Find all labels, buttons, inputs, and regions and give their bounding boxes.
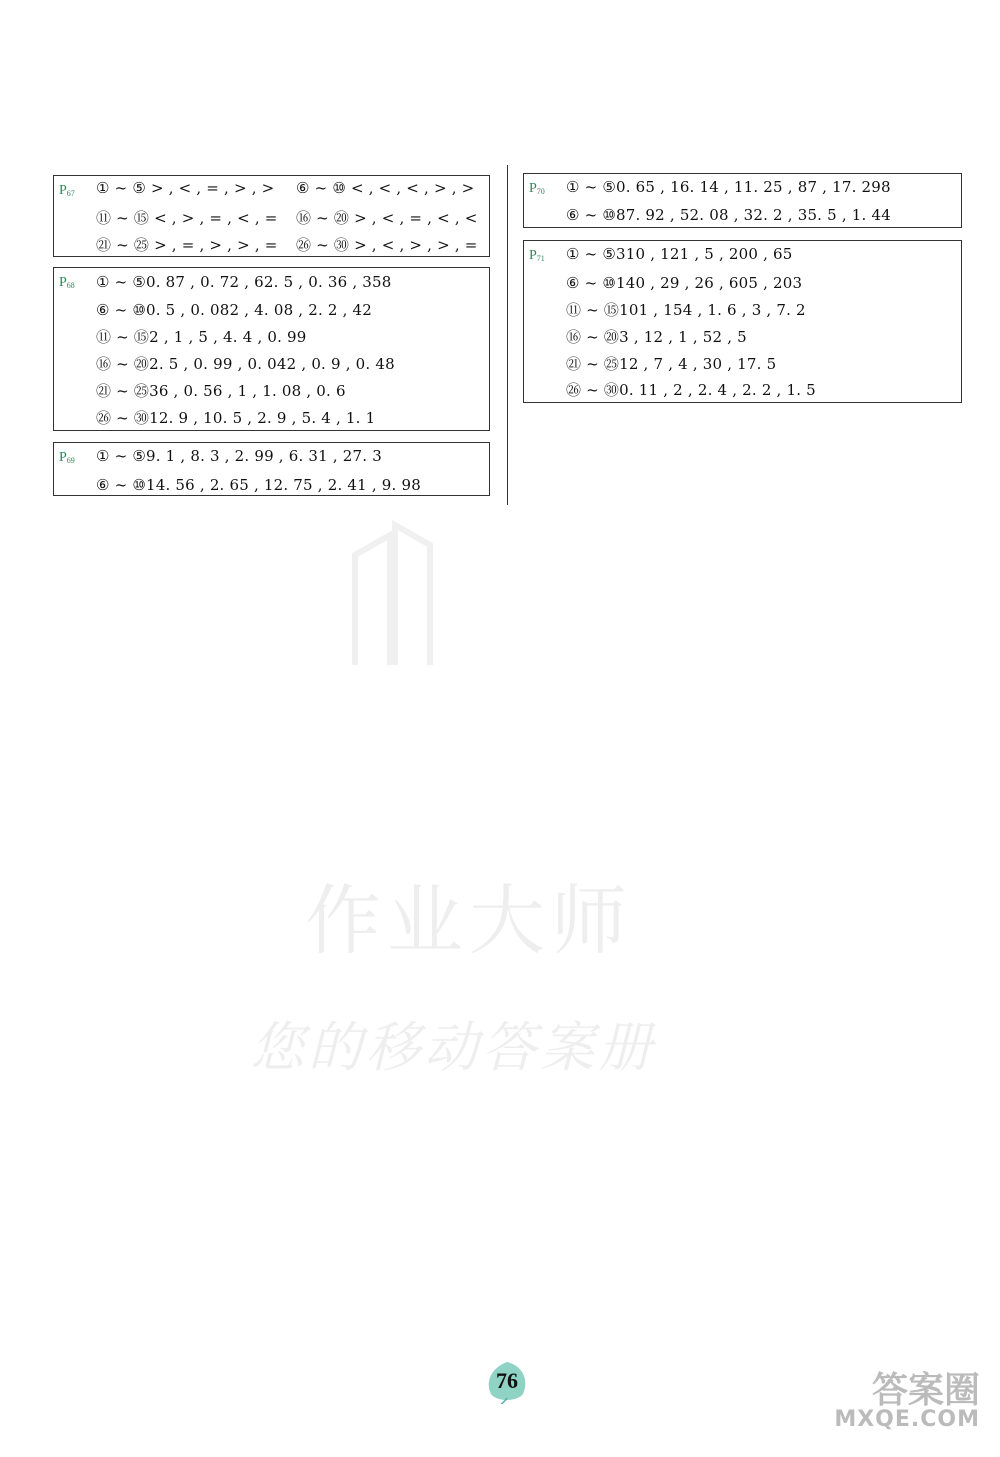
answer-line: ㉑ ~ ㉕36 , 0. 56 , 1 , 1. 08 , 0. 6 — [96, 382, 346, 400]
page-label-p67: $P_{67}$ — [59, 183, 75, 198]
page-label-p69: $P_{69}$ — [59, 450, 75, 465]
answer-line: ⑪ ~ ⑮101 , 154 , 1. 6 , 3 , 7. 2 — [566, 301, 806, 319]
watermark-title: 作业大师 — [305, 876, 633, 965]
answer-line: ⑯ ~ ⑳ > , < , = , < , < — [296, 209, 478, 227]
answer-line: ① ~ ⑤310 , 121 , 5 , 200 , 65 — [566, 245, 793, 263]
answer-line: ㉖ ~ ㉚0. 11 , 2 , 2. 4 , 2. 2 , 1. 5 — [566, 381, 816, 399]
answer-line: ⑪ ~ ⑮2 , 1 , 5 , 4. 4 , 0. 99 — [96, 328, 307, 346]
answer-line: ⑥ ~ ⑩14. 56 , 2. 65 , 12. 75 , 2. 41 , 9. 98 — [96, 476, 421, 494]
answer-box-p68 — [53, 267, 490, 431]
column-divider — [507, 165, 508, 505]
watermark-subtitle: 您的移动答案册 — [250, 1016, 656, 1079]
site-logo-domain: MXQE.COM — [834, 1407, 980, 1432]
answer-box-p67 — [53, 175, 490, 257]
answer-line: ⑥ ~ ⑩87. 92 , 52. 08 , 32. 2 , 35. 5 , 1. 44 — [566, 206, 891, 224]
watermark-logo-icon — [335, 515, 445, 675]
answer-line: ㉖ ~ ㉚12. 9 , 10. 5 , 2. 9 , 5. 4 , 1. 1 — [96, 409, 376, 427]
page-label-p71: $P_{71}$ — [529, 248, 545, 263]
answer-box-p70 — [523, 173, 962, 228]
page-number-text: 76 — [496, 1368, 518, 1393]
answer-line: ㉖ ~ ㉚ > , < , > , > , = — [296, 236, 478, 254]
answer-line: ㉑ ~ ㉕ > , = , > , > , = — [96, 236, 278, 254]
answer-line: ① ~ ⑤0. 87 , 0. 72 , 62. 5 , 0. 36 , 358 — [96, 273, 392, 291]
answer-line: ⑯ ~ ⑳2. 5 , 0. 99 , 0. 042 , 0. 9 , 0. 48 — [96, 355, 395, 373]
answer-line: ⑥ ~ ⑩0. 5 , 0. 082 , 4. 08 , 2. 2 , 42 — [96, 301, 373, 319]
answer-box-p71 — [523, 240, 962, 403]
answer-line: ⑪ ~ ⑮ < , > , = , < , = — [96, 209, 278, 227]
answer-line: ㉑ ~ ㉕12 , 7 , 4 , 30 , 17. 5 — [566, 355, 777, 373]
answer-line: ⑥ ~ ⑩ < , < , < , > , > — [296, 179, 475, 197]
site-logo-title: 答案圈 — [871, 1370, 980, 1411]
page-label-p68: $P_{68}$ — [59, 275, 75, 290]
page-label-p70: $P_{70}$ — [529, 181, 545, 196]
answer-line: ⑯ ~ ⑳3 , 12 , 1 , 52 , 5 — [566, 328, 747, 346]
answer-box-p69 — [53, 442, 490, 496]
site-logo — [830, 1362, 990, 1442]
answer-line: ① ~ ⑤ > , < , = , > , > — [96, 179, 275, 197]
answer-line: ① ~ ⑤0. 65 , 16. 14 , 11. 25 , 87 , 17. 298 — [566, 178, 891, 196]
answer-line: ① ~ ⑤9. 1 , 8. 3 , 2. 99 , 6. 31 , 27. 3 — [96, 447, 382, 465]
answer-line: ⑥ ~ ⑩140 , 29 , 26 , 605 , 203 — [566, 274, 803, 292]
page-number — [483, 1362, 531, 1402]
